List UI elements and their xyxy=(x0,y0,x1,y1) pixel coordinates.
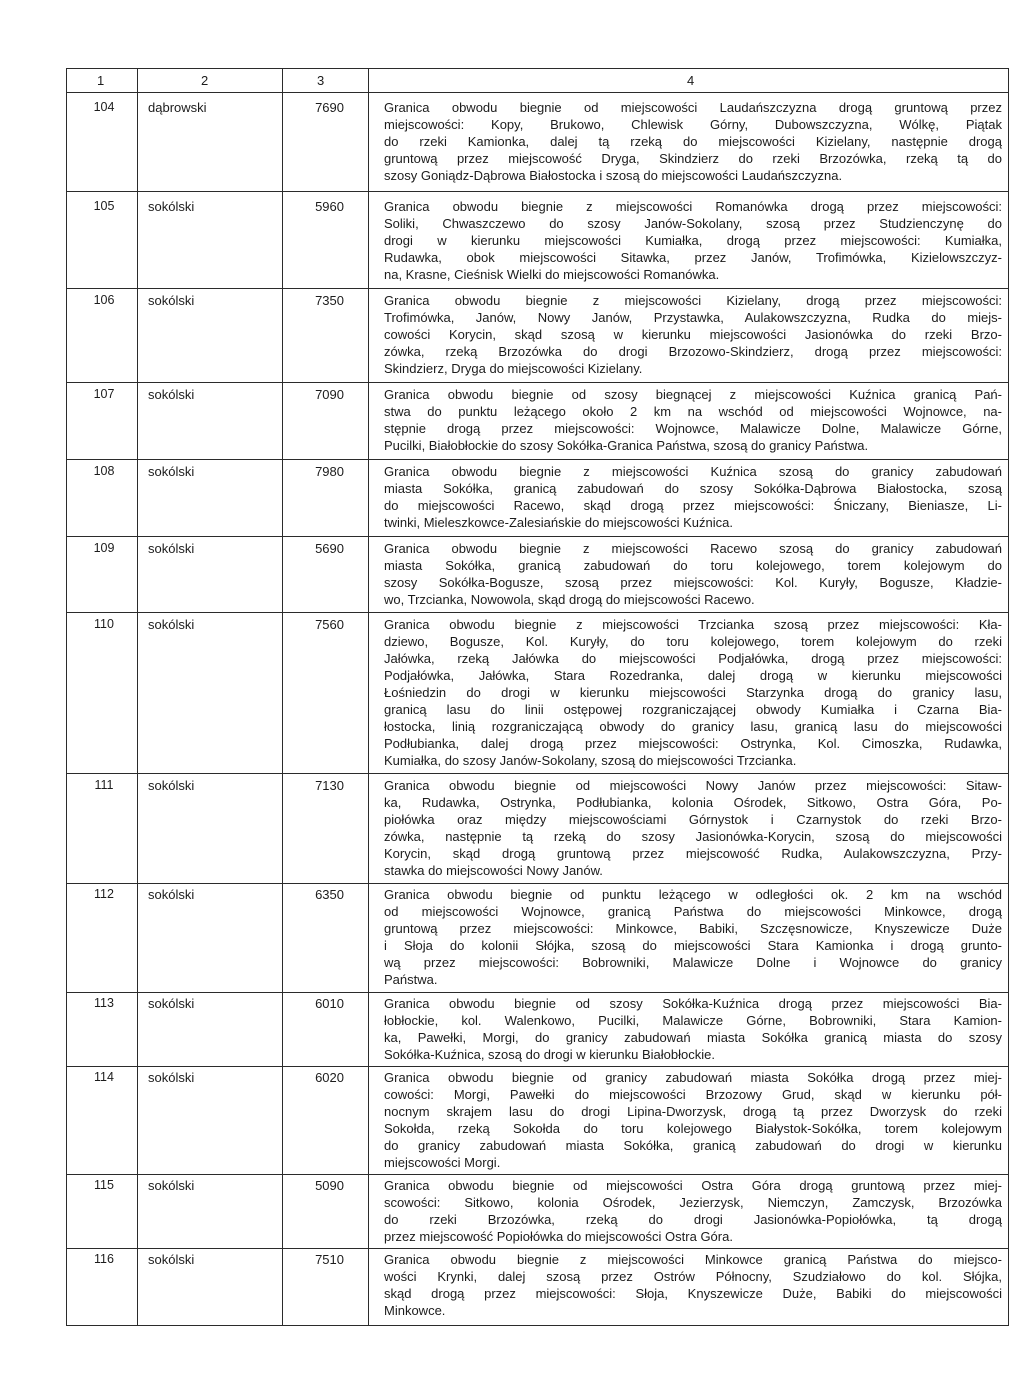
district-name: sokólski xyxy=(148,1252,195,1267)
area-value: 7560 xyxy=(315,617,344,632)
district-name: sokólski xyxy=(148,778,195,793)
description-line: Granica obwodu biegnie od szosy Sokółka-Kuźnica drogą przez miejscowości Bia- xyxy=(384,996,1002,1011)
column-header-district: 2 xyxy=(201,73,209,88)
area-value: 7350 xyxy=(315,293,344,308)
row-divider xyxy=(66,191,1009,192)
row-number: 109 xyxy=(93,541,115,555)
boundary-description xyxy=(384,1177,1002,1245)
area-value: 7980 xyxy=(315,464,344,479)
row-divider xyxy=(66,883,1009,884)
description-line: stawka do miejscowości Nowy Janów. xyxy=(384,863,603,878)
description-line: Podjałówka, Jałówka, Stara Rozedranka, dalej drogą w kierunku miejscowości xyxy=(384,668,1002,683)
description-line: Granica obwodu biegnie od granicy zabudowań miasta Sokółka drogą przez miej- xyxy=(384,1070,1002,1085)
description-line: drogi w kierunku miejscowości Kumiałka, drogą przez miejscowości: Kumiałka, xyxy=(384,233,1002,248)
boundary-description xyxy=(384,99,1002,184)
description-line: ka, Pawełki, Morgi, do granicy zabudowań miasta Sokółka granicą miasta do szosy xyxy=(384,1030,1002,1045)
description-line: piołówka oraz między miejscowościami Górnystok i Czarnystok do rzeki Brzo- xyxy=(384,812,1002,827)
description-line: Korycin, skąd drogą gruntową przez miejscowość Rudka, Aulakowszczyzna, Przy- xyxy=(384,846,1002,861)
description-line: twinki, Mieleszkowce-Zalesiańskie do miejscowości Kuźnica. xyxy=(384,515,733,530)
row-number: 110 xyxy=(94,617,114,631)
description-line: do granicy zabudowań miasta Sokółka, granicą zabudowań do drogi w kierunku xyxy=(384,1138,1002,1153)
description-line: ka, Rudawka, Ostrynka, Podłubianka, kolonia Ośrodek, Sitkowo, Ostra Góra, Po- xyxy=(384,795,1002,810)
row-number: 105 xyxy=(93,199,115,213)
row-number: 107 xyxy=(93,387,115,401)
description-line: szosy Goniądz-Dąbrowa Białostocka i szosą do miejscowości Laudańszczyzna. xyxy=(384,168,843,183)
district-name: sokólski xyxy=(148,541,195,556)
column-divider xyxy=(137,68,138,1326)
description-line: granicą lasu do linii ostępowej rozgraniczającej obwody Kumiałka i Czarna Bia- xyxy=(384,702,1002,717)
boundary-description xyxy=(384,616,1002,769)
column-header-area: 3 xyxy=(317,73,325,88)
row-divider xyxy=(66,536,1009,537)
boundary-description xyxy=(384,292,1002,377)
description-line: Sokółka-Kuźnica, szosą do drogi w kierunku Białobłockie. xyxy=(384,1047,715,1062)
description-line: wo, Trzcianka, Nowowola, skąd drogą do miejscowości Racewo. xyxy=(384,592,755,607)
row-number: 116 xyxy=(94,1252,114,1266)
description-line: Minkowce. xyxy=(384,1303,446,1318)
description-line: gruntową przez miejscowość Dryga, Skindzierz do rzeki Brzozówka, rzeką tą do xyxy=(384,151,1002,166)
row-divider xyxy=(66,1248,1009,1249)
description-line: miasta Sokółka, granicą zabudowań do toru kolejowego, torem kolejowym do xyxy=(384,558,1002,573)
description-line: Granica obwodu biegnie z miejscowości Romanówka drogą przez miejscowości: xyxy=(384,199,1002,214)
row-divider xyxy=(66,459,1009,460)
description-line: Trofimówka, Janów, Nowy Janów, Przystawka, Aulakowszczyzna, Rudka do miejs- xyxy=(384,310,1002,325)
description-line: do rzeki Kamionka, dalej tą rzeką do miejscowości Kizielany, następnie drogą xyxy=(384,134,1002,149)
description-line: Granica obwodu biegnie od miejscowości Ostra Góra drogą gruntową przez miej- xyxy=(384,1178,1002,1193)
description-line: gruntową przez miejscowości: Minkowce, Babiki, Szczęsnowicze, Knyszewicze Duże xyxy=(384,921,1002,936)
row-number: 115 xyxy=(94,1178,114,1192)
description-line: wości Krynki, dalej szosą przez Ostrów Północny, Szudziałowo do kol. Słójka, xyxy=(384,1269,1002,1284)
description-line: Granica obwodu biegnie z miejscowości Racewo szosą do granicy zabudowań xyxy=(384,541,1002,556)
row-divider xyxy=(66,1174,1009,1175)
description-line: zówka, następnie tą rzeką do szosy Jasionówka-Korycin, szosą do miejscowości xyxy=(384,829,1002,844)
description-line: stępnie drogą przez miejscowości: Wojnowce, Malawicze Dolne, Malawicze Górne, xyxy=(384,421,1002,436)
description-line: Rudawka, obok miejscowości Sitawka, przez Janów, Trofimówka, Kizielowszczyz- xyxy=(384,250,1002,265)
boundary-description xyxy=(384,777,1002,879)
description-line: miejscowości: Kopy, Brukowo, Chlewisk Górny, Dubowszczyzna, Wólkę, Piątak xyxy=(384,117,1002,132)
description-line: łobłockie, kol. Walenkowo, Pucilki, Malawicze Górne, Bobrowniki, Stara Kamion- xyxy=(384,1013,1002,1028)
district-name: sokólski xyxy=(148,887,195,902)
description-line: Podłubianka, dalej drogą przez miejscowości: Ostrynka, Kol. Cimoszka, Rudawka, xyxy=(384,736,1002,751)
description-line: i Słoja do kolonii Słójka, szosą do miejscowości Stara Kamionka i drogą grunto- xyxy=(384,938,1002,953)
district-name: sokólski xyxy=(148,387,195,402)
description-line: Soliki, Chwaszczewo do szosy Janów-Sokolany, szosą przez Studzienczynę do xyxy=(384,216,1002,231)
area-value: 5690 xyxy=(315,541,344,556)
description-line: Granica obwodu biegnie od miejscowości Laudańszczyzna drogą gruntową przez xyxy=(384,100,1002,115)
description-line: Granica obwodu biegnie od punktu leżącego w odległości ok. 2 km na wschód xyxy=(384,887,1002,902)
area-value: 6350 xyxy=(315,887,344,902)
header-bottom-rule xyxy=(66,92,1009,93)
description-line: Granica obwodu biegnie z miejscowości Kuźnica szosą do granicy zabudowań xyxy=(384,464,1002,479)
boundary-description xyxy=(384,1069,1002,1171)
boundary-description xyxy=(384,886,1002,988)
description-line: Państwa. xyxy=(384,972,438,987)
row-divider xyxy=(66,1066,1009,1067)
description-line: przez miejscowość Popiołówka do miejscowości Ostra Góra. xyxy=(384,1229,733,1244)
description-line: nocnym skrajem lasu do drogi Lipina-Dworzysk, drogą tą przez Dworzysk do rzeki xyxy=(384,1104,1002,1119)
row-number: 112 xyxy=(94,887,114,901)
district-name: dąbrowski xyxy=(148,100,207,115)
description-line: Łośniedzin do drogi w kierunku miejscowości Starzynka drogą do granicy lasu, xyxy=(384,685,1002,700)
description-line: dziewo, Bogusze, Kol. Kuryły, do toru kolejowego, torem kolejowym do rzeki xyxy=(384,634,1002,649)
row-number: 114 xyxy=(94,1070,114,1084)
row-number: 113 xyxy=(94,996,114,1010)
description-line: Pucilki, Białobłockie do szosy Sokółka-Granica Państwa, szosą do granicy Państwa. xyxy=(384,438,869,453)
description-line: stwa do punktu leżącego około 2 km na wschód od miejscowości Wojnowce, na- xyxy=(384,404,1002,419)
row-number: 111 xyxy=(94,778,114,792)
row-divider xyxy=(66,612,1009,613)
description-line: łostocka, linią rozgraniczającą obwody do granicy lasu, granicą lasu do miejscowości xyxy=(384,719,1002,734)
boundary-description xyxy=(384,540,1002,608)
area-value: 7130 xyxy=(315,778,344,793)
description-line: Granica obwodu biegnie od miejscowości Nowy Janów przez miejscowości: Sitaw- xyxy=(384,778,1002,793)
district-name: sokólski xyxy=(148,199,195,214)
description-line: miejscowości Morgi. xyxy=(384,1155,501,1170)
description-line: do miejscowości Racewo, skąd drogą przez miejscowości: Śniczany, Bieniasze, Li- xyxy=(384,498,1002,513)
description-line: Granica obwodu biegnie od szosy biegnącej z miejscowości Kuźnica granicą Pań- xyxy=(384,387,1002,402)
description-line: Granica obwodu biegnie z miejscowości Trzcianka szosą przez miejscowości: Kła- xyxy=(384,617,1002,632)
description-line: Kumiałka, do szosy Janów-Sokolany, szosą do miejscowości Trzcianka. xyxy=(384,753,797,768)
column-header-number: 1 xyxy=(97,73,105,88)
boundary-description xyxy=(384,1251,1002,1319)
description-line: skąd drogą przez miejscowości: Słoja, Knyszewicze Duże, Babiki do miejscowości xyxy=(384,1286,1002,1301)
table-bottom-rule xyxy=(66,1325,1009,1326)
description-line: Sokołda, rzeką Sokołda do toru kolejowego Białystok-Sokółka, torem kolejowym xyxy=(384,1121,1002,1136)
description-line: Jałówka, rzeką Jałówka do miejscowości Podjałówka, drogą przez miejscowości: xyxy=(384,651,1002,666)
area-value: 7510 xyxy=(315,1252,344,1267)
row-divider xyxy=(66,992,1009,993)
area-value: 7690 xyxy=(315,100,344,115)
boundary-description xyxy=(384,386,1002,454)
boundary-description xyxy=(384,198,1002,283)
area-value: 5090 xyxy=(315,1178,344,1193)
boundary-description xyxy=(384,995,1002,1063)
table-top-rule xyxy=(66,68,1009,69)
description-line: scowości: Sitkowo, kolonia Ośrodek, Jezierzysk, Niemczyn, Zamczysk, Brzozówka xyxy=(384,1195,1002,1210)
description-line: szosy Sokółka-Bogusze, szosą przez miejscowości: Kol. Kuryły, Bogusze, Kładzie- xyxy=(384,575,1002,590)
area-value: 6010 xyxy=(315,996,344,1011)
description-line: do rzeki Brzozówka, rzeką do drogi Jasionówka-Popiołówka, tą drogą xyxy=(384,1212,1002,1227)
description-line: Granica obwodu biegnie z miejscowości Kizielany, drogą przez miejscowości: xyxy=(384,293,1002,308)
description-line: cowości: Morgi, Pawełki do miejscowości Brzozowy Grud, skąd w kierunku pół- xyxy=(384,1087,1002,1102)
row-number: 104 xyxy=(93,100,115,114)
area-value: 5960 xyxy=(315,199,344,214)
boundary-description xyxy=(384,463,1002,531)
district-name: sokólski xyxy=(148,1070,195,1085)
area-value: 6020 xyxy=(315,1070,344,1085)
description-line: Granica obwodu biegnie z miejscowości Minkowce granicą Państwa do miejsco- xyxy=(384,1252,1002,1267)
row-divider xyxy=(66,288,1009,289)
row-number: 106 xyxy=(93,293,115,307)
description-line: cowości Korycin, skąd szosą w kierunku miejscowości Jasionówka do rzeki Brzo- xyxy=(384,327,1002,342)
column-header-description: 4 xyxy=(687,73,695,88)
district-name: sokólski xyxy=(148,996,195,1011)
description-line: miasta Sokółka, granicą zabudowań do szosy Sokółka-Dąbrowa Białostocka, szosą xyxy=(384,481,1002,496)
table-right-border xyxy=(1008,68,1009,1326)
description-line: Skindzierz, Dryga do miejscowości Kizielany. xyxy=(384,361,643,376)
row-divider xyxy=(66,773,1009,774)
area-value: 7090 xyxy=(315,387,344,402)
column-divider xyxy=(368,68,369,1326)
district-name: sokólski xyxy=(148,617,195,632)
row-divider xyxy=(66,382,1009,383)
column-divider xyxy=(282,68,283,1326)
row-number: 108 xyxy=(93,464,115,478)
district-name: sokólski xyxy=(148,464,195,479)
description-line: od miejscowości Wojnowce, granicą Państwa do miejscowości Minkowce, drogą xyxy=(384,904,1002,919)
description-line: wą przez miejscowości: Bobrowniki, Malawicze Dolne i Wojnowce do granicy xyxy=(384,955,1002,970)
district-name: sokólski xyxy=(148,293,195,308)
description-line: zówka, rzeką Brzozówka do drogi Brzozowo-Skindzierz, drogą przez miejscowości: xyxy=(384,344,1002,359)
district-name: sokólski xyxy=(148,1178,195,1193)
table-left-border xyxy=(66,68,67,1326)
description-line: na, Krasne, Cieśnisk Wielki do miejscowości Romanówka. xyxy=(384,267,720,282)
